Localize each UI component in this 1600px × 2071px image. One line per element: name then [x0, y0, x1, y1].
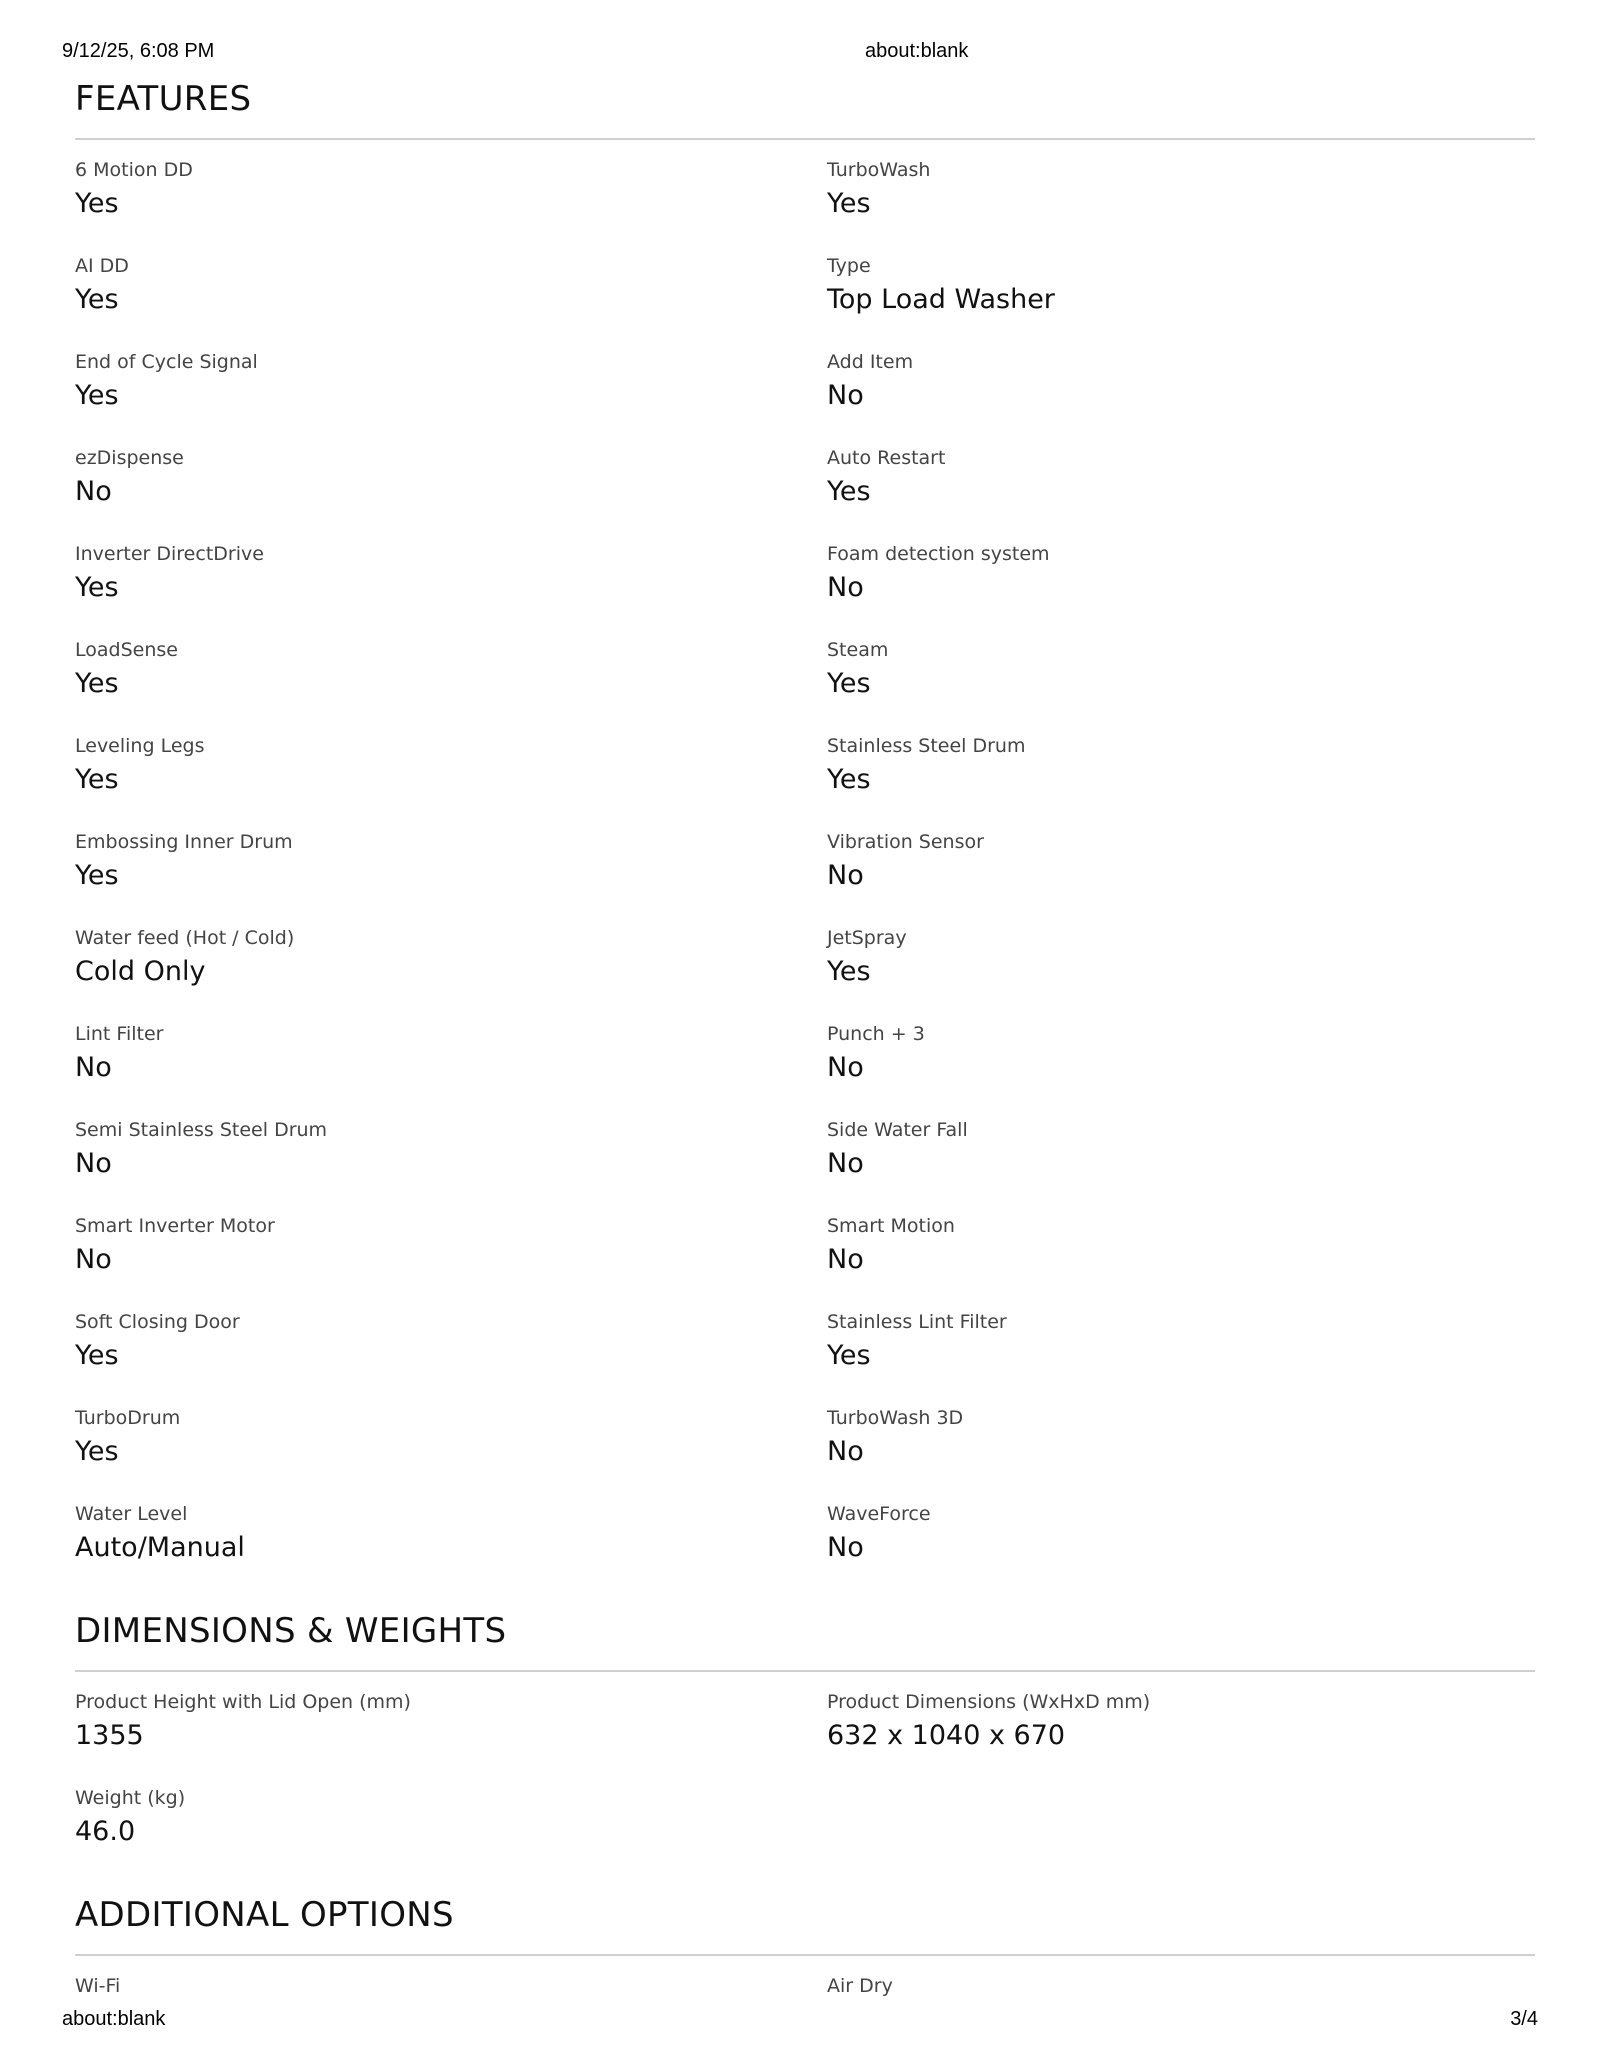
section-divider: [75, 1670, 1535, 1672]
spec-item-foam-detection-system: [827, 540, 1535, 636]
section-title-dimensions: DIMENSIONS & WEIGHTS: [75, 1611, 507, 1651]
spec-label: Inverter DirectDrive: [75, 543, 264, 565]
spec-item-empty: [827, 1784, 1535, 1880]
page-number: 3/4: [1510, 2008, 1538, 2030]
spec-item-water-feed: [75, 924, 827, 1020]
spec-item-side-water-fall: [827, 1116, 1535, 1212]
spec-value: Yes: [827, 668, 871, 699]
spec-label: Type: [827, 255, 871, 277]
spec-label: TurboWash: [827, 159, 931, 181]
print-url: about:blank: [865, 40, 969, 62]
spec-value: Yes: [827, 1340, 871, 1371]
spec-label: Stainless Lint Filter: [827, 1311, 1007, 1333]
spec-label: JetSpray: [827, 927, 907, 949]
spec-label: LoadSense: [75, 639, 178, 661]
spec-item-smart-motion: [827, 1212, 1535, 1308]
section-divider: [75, 1954, 1535, 1956]
spec-label: Weight (kg): [75, 1787, 186, 1809]
print-header: [0, 40, 1600, 66]
spec-label: AI DD: [75, 255, 129, 277]
spec-label: Wi-Fi: [75, 1975, 121, 1997]
spec-value: No: [827, 1148, 864, 1179]
spec-value: No: [827, 572, 864, 603]
spec-item-ai-dd: [75, 252, 827, 348]
spec-label: Product Dimensions (WxHxD mm): [827, 1691, 1151, 1713]
spec-label: Auto Restart: [827, 447, 946, 469]
spec-label: Vibration Sensor: [827, 831, 984, 853]
spec-label: Add Item: [827, 351, 914, 373]
spec-content: [75, 78, 1535, 2068]
spec-item-vibration-sensor: [827, 828, 1535, 924]
spec-item-steam: [827, 636, 1535, 732]
spec-item-stainless-steel-drum: [827, 732, 1535, 828]
spec-label: Water Level: [75, 1503, 188, 1525]
spec-value: Yes: [75, 188, 119, 219]
spec-item-6-motion-dd: [75, 156, 827, 252]
dimensions-section: [75, 1610, 1535, 1880]
spec-label: End of Cycle Signal: [75, 351, 258, 373]
spec-item-stainless-lint-filter: [827, 1308, 1535, 1404]
spec-value: No: [75, 1244, 112, 1275]
footer-url: about:blank: [62, 2008, 166, 2030]
spec-value: No: [827, 1052, 864, 1083]
print-footer: [0, 2008, 1600, 2034]
spec-value: Yes: [75, 764, 119, 795]
spec-label: Soft Closing Door: [75, 1311, 240, 1333]
spec-label: Punch + 3: [827, 1023, 925, 1045]
spec-value: Top Load Washer: [827, 284, 1055, 315]
spec-label: Foam detection system: [827, 543, 1050, 565]
spec-label: ezDispense: [75, 447, 184, 469]
section-divider: [75, 138, 1535, 140]
spec-value: Cold Only: [75, 956, 206, 987]
spec-value: Yes: [827, 476, 871, 507]
spec-item-semi-stainless-steel-drum: [75, 1116, 827, 1212]
spec-item-embossing-inner-drum: [75, 828, 827, 924]
spec-item-turbowash-3d: [827, 1404, 1535, 1500]
spec-label: Lint Filter: [75, 1023, 164, 1045]
additional-section: [75, 1894, 1535, 2068]
spec-item-loadsense: [75, 636, 827, 732]
features-section: [75, 78, 1535, 1596]
spec-item-type: [827, 252, 1535, 348]
section-title-features: FEATURES: [75, 79, 252, 119]
spec-value: No: [827, 380, 864, 411]
spec-item-product-dimensions: [827, 1688, 1535, 1784]
spec-item-add-item: [827, 348, 1535, 444]
spec-value: No: [75, 476, 112, 507]
spec-label: Water feed (Hot / Cold): [75, 927, 295, 949]
spec-label: Smart Motion: [827, 1215, 955, 1237]
spec-label: 6 Motion DD: [75, 159, 193, 181]
spec-value: Yes: [827, 956, 871, 987]
spec-item-waveforce: [827, 1500, 1535, 1596]
spec-value: Auto/Manual: [75, 1532, 245, 1563]
spec-label: Semi Stainless Steel Drum: [75, 1119, 328, 1141]
spec-value: 632 x 1040 x 670: [827, 1720, 1066, 1751]
spec-item-water-level: [75, 1500, 827, 1596]
spec-item-auto-restart: [827, 444, 1535, 540]
section-title-additional: ADDITIONAL OPTIONS: [75, 1895, 454, 1935]
spec-label: Steam: [827, 639, 889, 661]
spec-item-end-of-cycle-signal: [75, 348, 827, 444]
spec-value: Yes: [827, 764, 871, 795]
dimensions-grid: [75, 1688, 1535, 1880]
spec-item-turbowash: [827, 156, 1535, 252]
spec-item-height-lid-open: [75, 1688, 827, 1784]
spec-label: Stainless Steel Drum: [827, 735, 1026, 757]
spec-item-ezdispense: [75, 444, 827, 540]
spec-value: No: [75, 1052, 112, 1083]
spec-item-punch-3: [827, 1020, 1535, 1116]
spec-label: Product Height with Lid Open (mm): [75, 1691, 411, 1713]
spec-item-leveling-legs: [75, 732, 827, 828]
print-datetime: 9/12/25, 6:08 PM: [62, 40, 215, 62]
spec-label: WaveForce: [827, 1503, 931, 1525]
spec-value: 1355: [75, 1720, 144, 1751]
spec-item-smart-inverter-motor: [75, 1212, 827, 1308]
spec-item-jetspray: [827, 924, 1535, 1020]
section-spacer: [75, 1596, 1535, 1610]
spec-item-inverter-directdrive: [75, 540, 827, 636]
spec-item-weight: [75, 1784, 827, 1880]
spec-value: Yes: [827, 188, 871, 219]
section-spacer: [75, 1880, 1535, 1894]
spec-label: Leveling Legs: [75, 735, 205, 757]
spec-value: No: [827, 1244, 864, 1275]
spec-value: No: [827, 860, 864, 891]
spec-value: Yes: [75, 1436, 119, 1467]
spec-item-lint-filter: [75, 1020, 827, 1116]
spec-label: TurboDrum: [75, 1407, 181, 1429]
spec-label: Air Dry: [827, 1975, 893, 1997]
spec-value: Yes: [75, 284, 119, 315]
spec-value: Yes: [75, 572, 119, 603]
spec-value: 46.0: [75, 1816, 136, 1847]
spec-value: No: [827, 1532, 864, 1563]
spec-value: Yes: [75, 380, 119, 411]
spec-item-soft-closing-door: [75, 1308, 827, 1404]
spec-label: Side Water Fall: [827, 1119, 968, 1141]
spec-value: No: [827, 1436, 864, 1467]
spec-label: TurboWash 3D: [827, 1407, 964, 1429]
spec-value: Yes: [75, 1340, 119, 1371]
features-grid: [75, 156, 1535, 1596]
spec-label: Embossing Inner Drum: [75, 831, 293, 853]
spec-label: Smart Inverter Motor: [75, 1215, 275, 1237]
spec-item-turbodrum: [75, 1404, 827, 1500]
spec-value: Yes: [75, 860, 119, 891]
spec-value: Yes: [75, 668, 119, 699]
spec-value: No: [75, 1148, 112, 1179]
